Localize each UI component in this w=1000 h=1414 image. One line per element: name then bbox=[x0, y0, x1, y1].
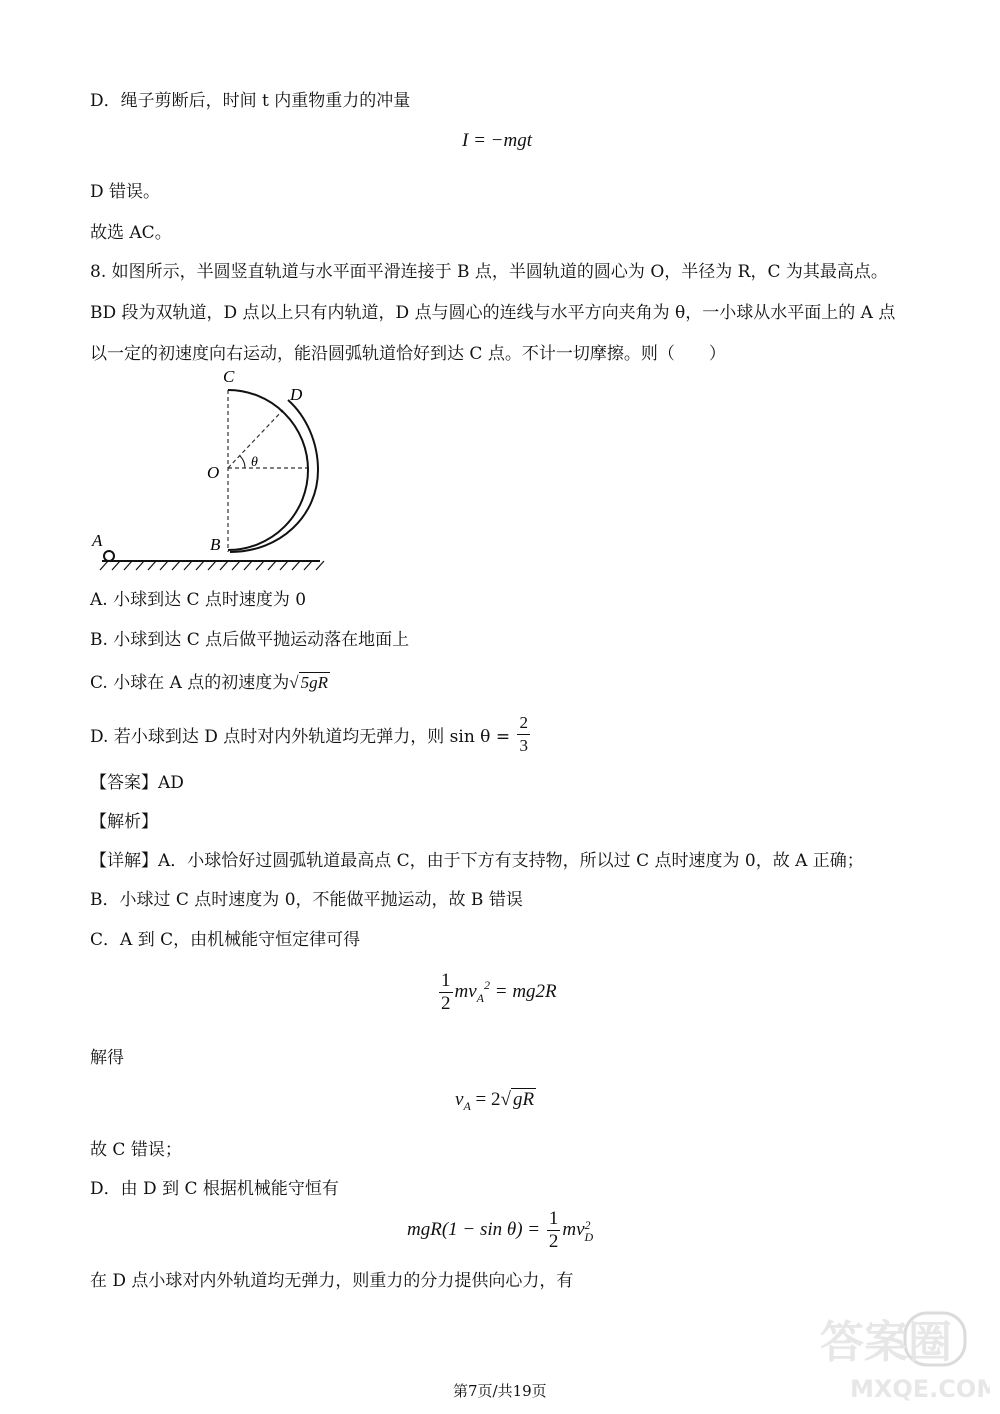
option-c-text: C. 小球在 A 点的初速度为 bbox=[90, 673, 290, 693]
detail-line: 在 D 点小球对内外轨道均无弹力，则重力的分力提供向心力，有 bbox=[90, 1271, 574, 1291]
option-b: B. 小球到达 C 点后做平抛运动落在地面上 bbox=[90, 630, 410, 650]
watermark-text-url: MXQE.COM bbox=[850, 1375, 990, 1403]
question-8-line-3: 以一定的初速度向右运动，能沿圆弧轨道恰好到达 C 点。不计一切摩擦。则（ ） bbox=[90, 344, 726, 364]
equation-velocity-a: $v_A = 2√$ gR bbox=[455, 1089, 535, 1113]
detail-line: 故 C 错误； bbox=[90, 1140, 182, 1160]
detail-line: B．小球过 C 点时速度为 0，不能做平抛运动，故 B 错误 bbox=[90, 890, 523, 910]
question-8-line-1: 8. 如图所示，半圆竖直轨道与水平面平滑连接于 B 点，半圆轨道的圆心为 O，半径为 R，C 为其最高点。 bbox=[90, 262, 888, 282]
label-b: B bbox=[210, 535, 221, 554]
option-a: A. 小球到达 C 点时速度为 0 bbox=[90, 590, 307, 610]
option-d-fraction: $\frac{2}{3}$ bbox=[519, 713, 528, 755]
detail-line: C．A 到 C，由机械能守恒定律可得 bbox=[90, 930, 361, 950]
ball bbox=[104, 551, 114, 561]
question-8-line-2: BD 段为双轨道，D 点以上只有内轨道，D 点与圆心的连线与水平方向夹角为 θ，一小球从水平面上的 A 点 bbox=[90, 303, 896, 323]
option-d-text: D. 若小球到达 D 点时对内外轨道均无弹力，则 sin θ = bbox=[90, 727, 511, 747]
answer-line: 【答案】AD bbox=[90, 773, 184, 793]
label-d: D bbox=[290, 385, 303, 404]
label-theta: θ bbox=[251, 455, 258, 470]
equation-impulse: I = −mgt bbox=[462, 130, 532, 151]
detail-line: 【详解】A．小球恰好过圆弧轨道最高点 C，由于下方有支持物，所以过 C 点时速度为 0，故 A 正确； bbox=[90, 851, 864, 871]
watermark-text-cn: 答案圈 bbox=[820, 1317, 952, 1368]
track-diagram bbox=[80, 360, 340, 580]
analysis-heading: 【解析】 bbox=[90, 812, 158, 832]
label-o: O bbox=[207, 463, 220, 482]
text-line: 故选 AC。 bbox=[90, 223, 172, 243]
equation-energy-ac: $\frac{1}{2}$ $mv_A^2 = mg2R$ bbox=[441, 970, 557, 1014]
watermark-logo bbox=[810, 1305, 990, 1405]
text-line: D 错误。 bbox=[90, 182, 161, 202]
option-d bbox=[90, 712, 532, 757]
page-footer: 第7页/共19页 bbox=[453, 1382, 547, 1400]
label-a: A bbox=[92, 531, 103, 550]
option-c: C. 小球在 A 点的初速度为√ 5gR bbox=[90, 673, 329, 693]
equation-energy-dc: mgR(1 − sin θ) = $\frac{1}{2}$ mv 2 D bbox=[407, 1208, 594, 1252]
solve-line: 解得 bbox=[90, 1048, 124, 1068]
detail-line: D．由 D 到 C 根据机械能守恒有 bbox=[90, 1179, 339, 1199]
label-c: C bbox=[223, 367, 235, 386]
option-c-radicand: 5gR bbox=[300, 673, 329, 692]
text-line: D．绳子剪断后，时间 t 内重物重力的冲量 bbox=[90, 91, 411, 111]
